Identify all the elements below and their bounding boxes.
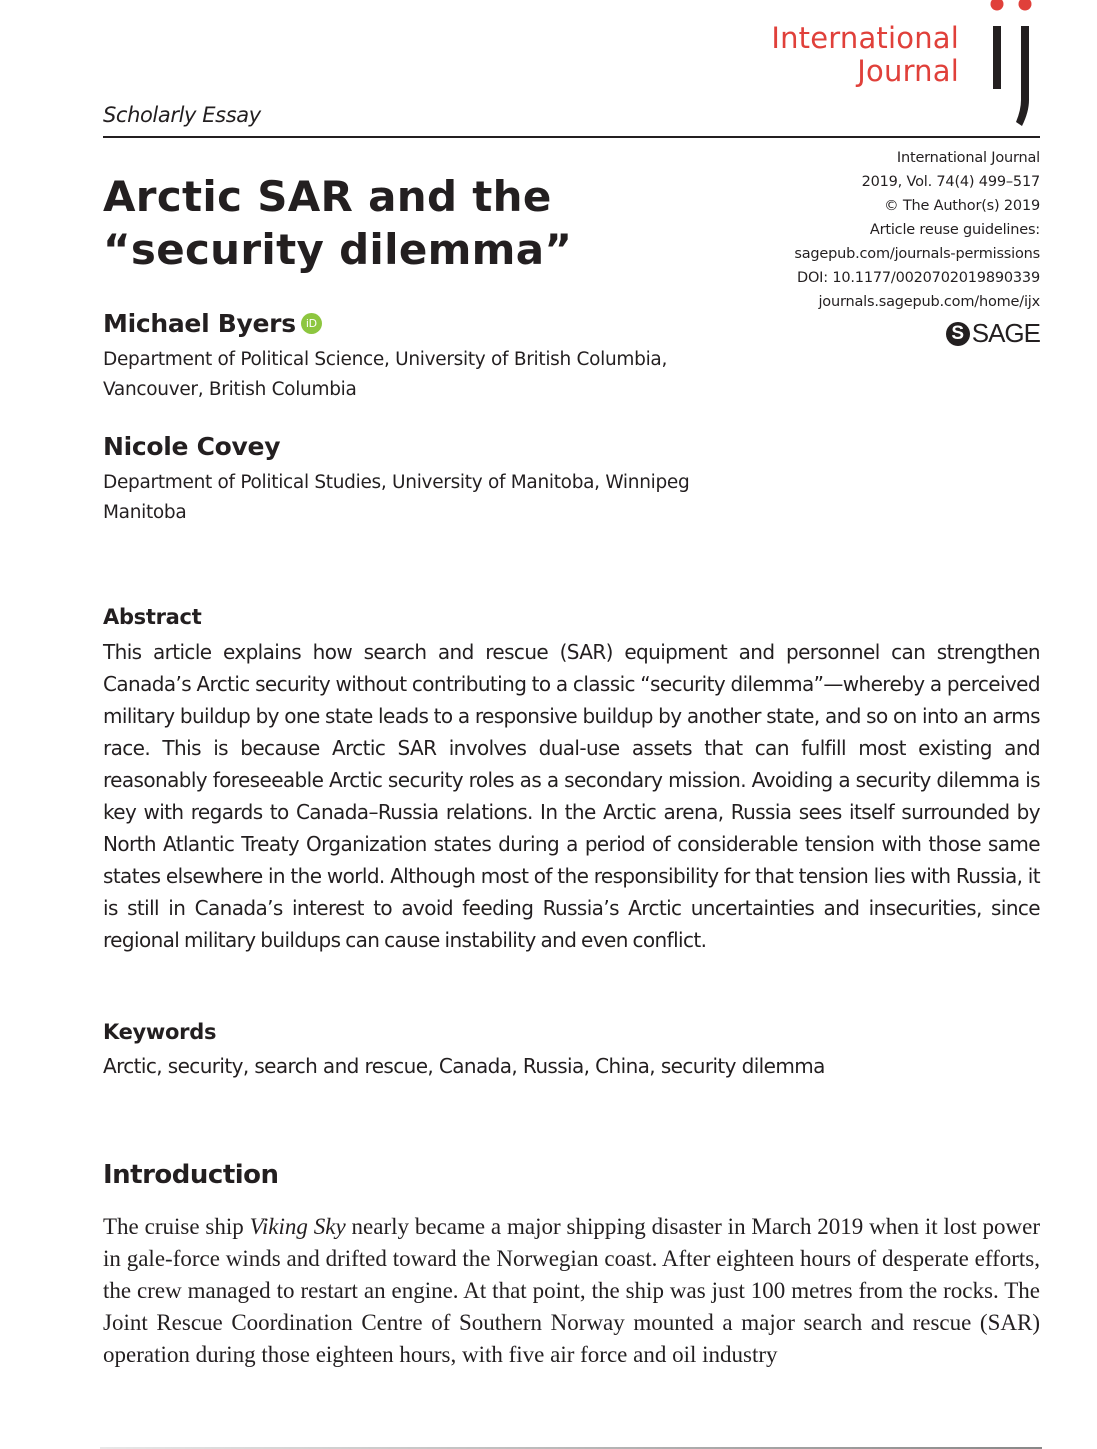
logo-stem-i	[993, 26, 1001, 89]
intro-text-rest: nearly became a major shipping disaster in March 2019 when it lost power in gale-force winds and drifted toward the Norwegian coast. After eighteen hours of desperate efforts, the crew managed to restart an engine. At that point, the ship was just 100 metres from the rocks. The Joint Rescue Coordination Centre of Southern Norway mounted a major search and rescue (SAR) operation during those eighteen hours, with five air force and oil industry	[103, 1214, 1041, 1367]
article-title	[103, 170, 572, 276]
abstract-heading: Abstract	[103, 605, 202, 629]
journal-logo-text	[771, 22, 959, 88]
sage-wordmark: SAGE	[971, 318, 1040, 348]
affiliation-line: Vancouver, British Columbia	[103, 379, 357, 400]
keywords-heading: Keywords	[103, 1020, 217, 1044]
introduction-text	[103, 1211, 1040, 1371]
article-title-line2: “security dilemma”	[103, 225, 573, 274]
sage-publisher-logo	[946, 318, 1040, 349]
author-name-text: Nicole Covey	[103, 432, 281, 461]
article-meta	[794, 146, 1040, 314]
introduction-heading: Introduction	[103, 1160, 279, 1190]
author-name-1	[103, 309, 322, 338]
author-affiliation-1	[103, 345, 667, 405]
article-title-line1: Arctic SAR and the	[103, 172, 552, 221]
ship-name-italic: Viking Sky	[249, 1214, 346, 1239]
sage-s-icon: S	[946, 322, 970, 346]
journal-logo-line2: Journal	[857, 54, 959, 88]
affiliation-line: Department of Political Studies, University of Manitoba, Winnipeg	[103, 472, 690, 493]
orcid-icon[interactable]: iD	[301, 313, 322, 334]
meta-volume: 2019, Vol. 74(4) 499–517	[861, 174, 1040, 190]
affiliation-line: Department of Political Science, University of British Columbia,	[103, 349, 668, 370]
author-affiliation-2	[103, 468, 689, 528]
logo-dot-j	[1019, 0, 1032, 11]
affiliation-line: Manitoba	[103, 502, 187, 523]
journal-logo-line1: International	[771, 21, 959, 55]
journal-ij-logo-icon	[984, 0, 1044, 130]
meta-reuse-label: Article reuse guidelines:	[869, 222, 1040, 238]
header-divider	[103, 136, 1040, 138]
abstract-text: This article explains how search and rescue (SAR) equipment and personnel can strengthen Canada’s Arctic security without contributing to a classic “security dilemma”—whereby a perceived military buildup by one state leads to a responsive buildup by another state, and so on into an arms race. This is because Arctic SAR involves dual-use assets that can fulfill most existing and reasonably foreseeable Arctic security roles as a secondary mission. Avoiding a security dilemma is key with regards to Canada–Russia relations. In the Arctic arena, Russia sees itself surrounded by North Atlantic Treaty Organization states during a period of considerable tension with those same states elsewhere in the world. Although most of the responsibility for that tension lies with Russia, it is still in Canada’s interest to avoid feeding Russia’s Arctic uncertainties and insecurities, since regional military buildups can cause instability and even conflict.	[103, 640, 1040, 952]
intro-text-start: The cruise ship	[103, 1214, 250, 1239]
keywords-text: Arctic, security, search and rescue, Canada, Russia, China, security dilemma	[103, 1054, 825, 1078]
meta-journal-link[interactable]: journals.sagepub.com/home/ijx	[818, 294, 1040, 310]
logo-stem-j	[1016, 26, 1029, 126]
author-name-text: Michael Byers	[103, 309, 296, 338]
author-name-2	[103, 432, 280, 461]
logo-dot-i	[991, 0, 1004, 11]
meta-reuse-link[interactable]: sagepub.com/journals-permissions	[794, 246, 1040, 262]
meta-copyright: © The Author(s) 2019	[884, 198, 1040, 214]
meta-doi[interactable]: DOI: 10.1177/0020702019890339	[796, 270, 1040, 286]
section-type: Scholarly Essay	[103, 103, 261, 127]
meta-journal: International Journal	[896, 150, 1040, 166]
